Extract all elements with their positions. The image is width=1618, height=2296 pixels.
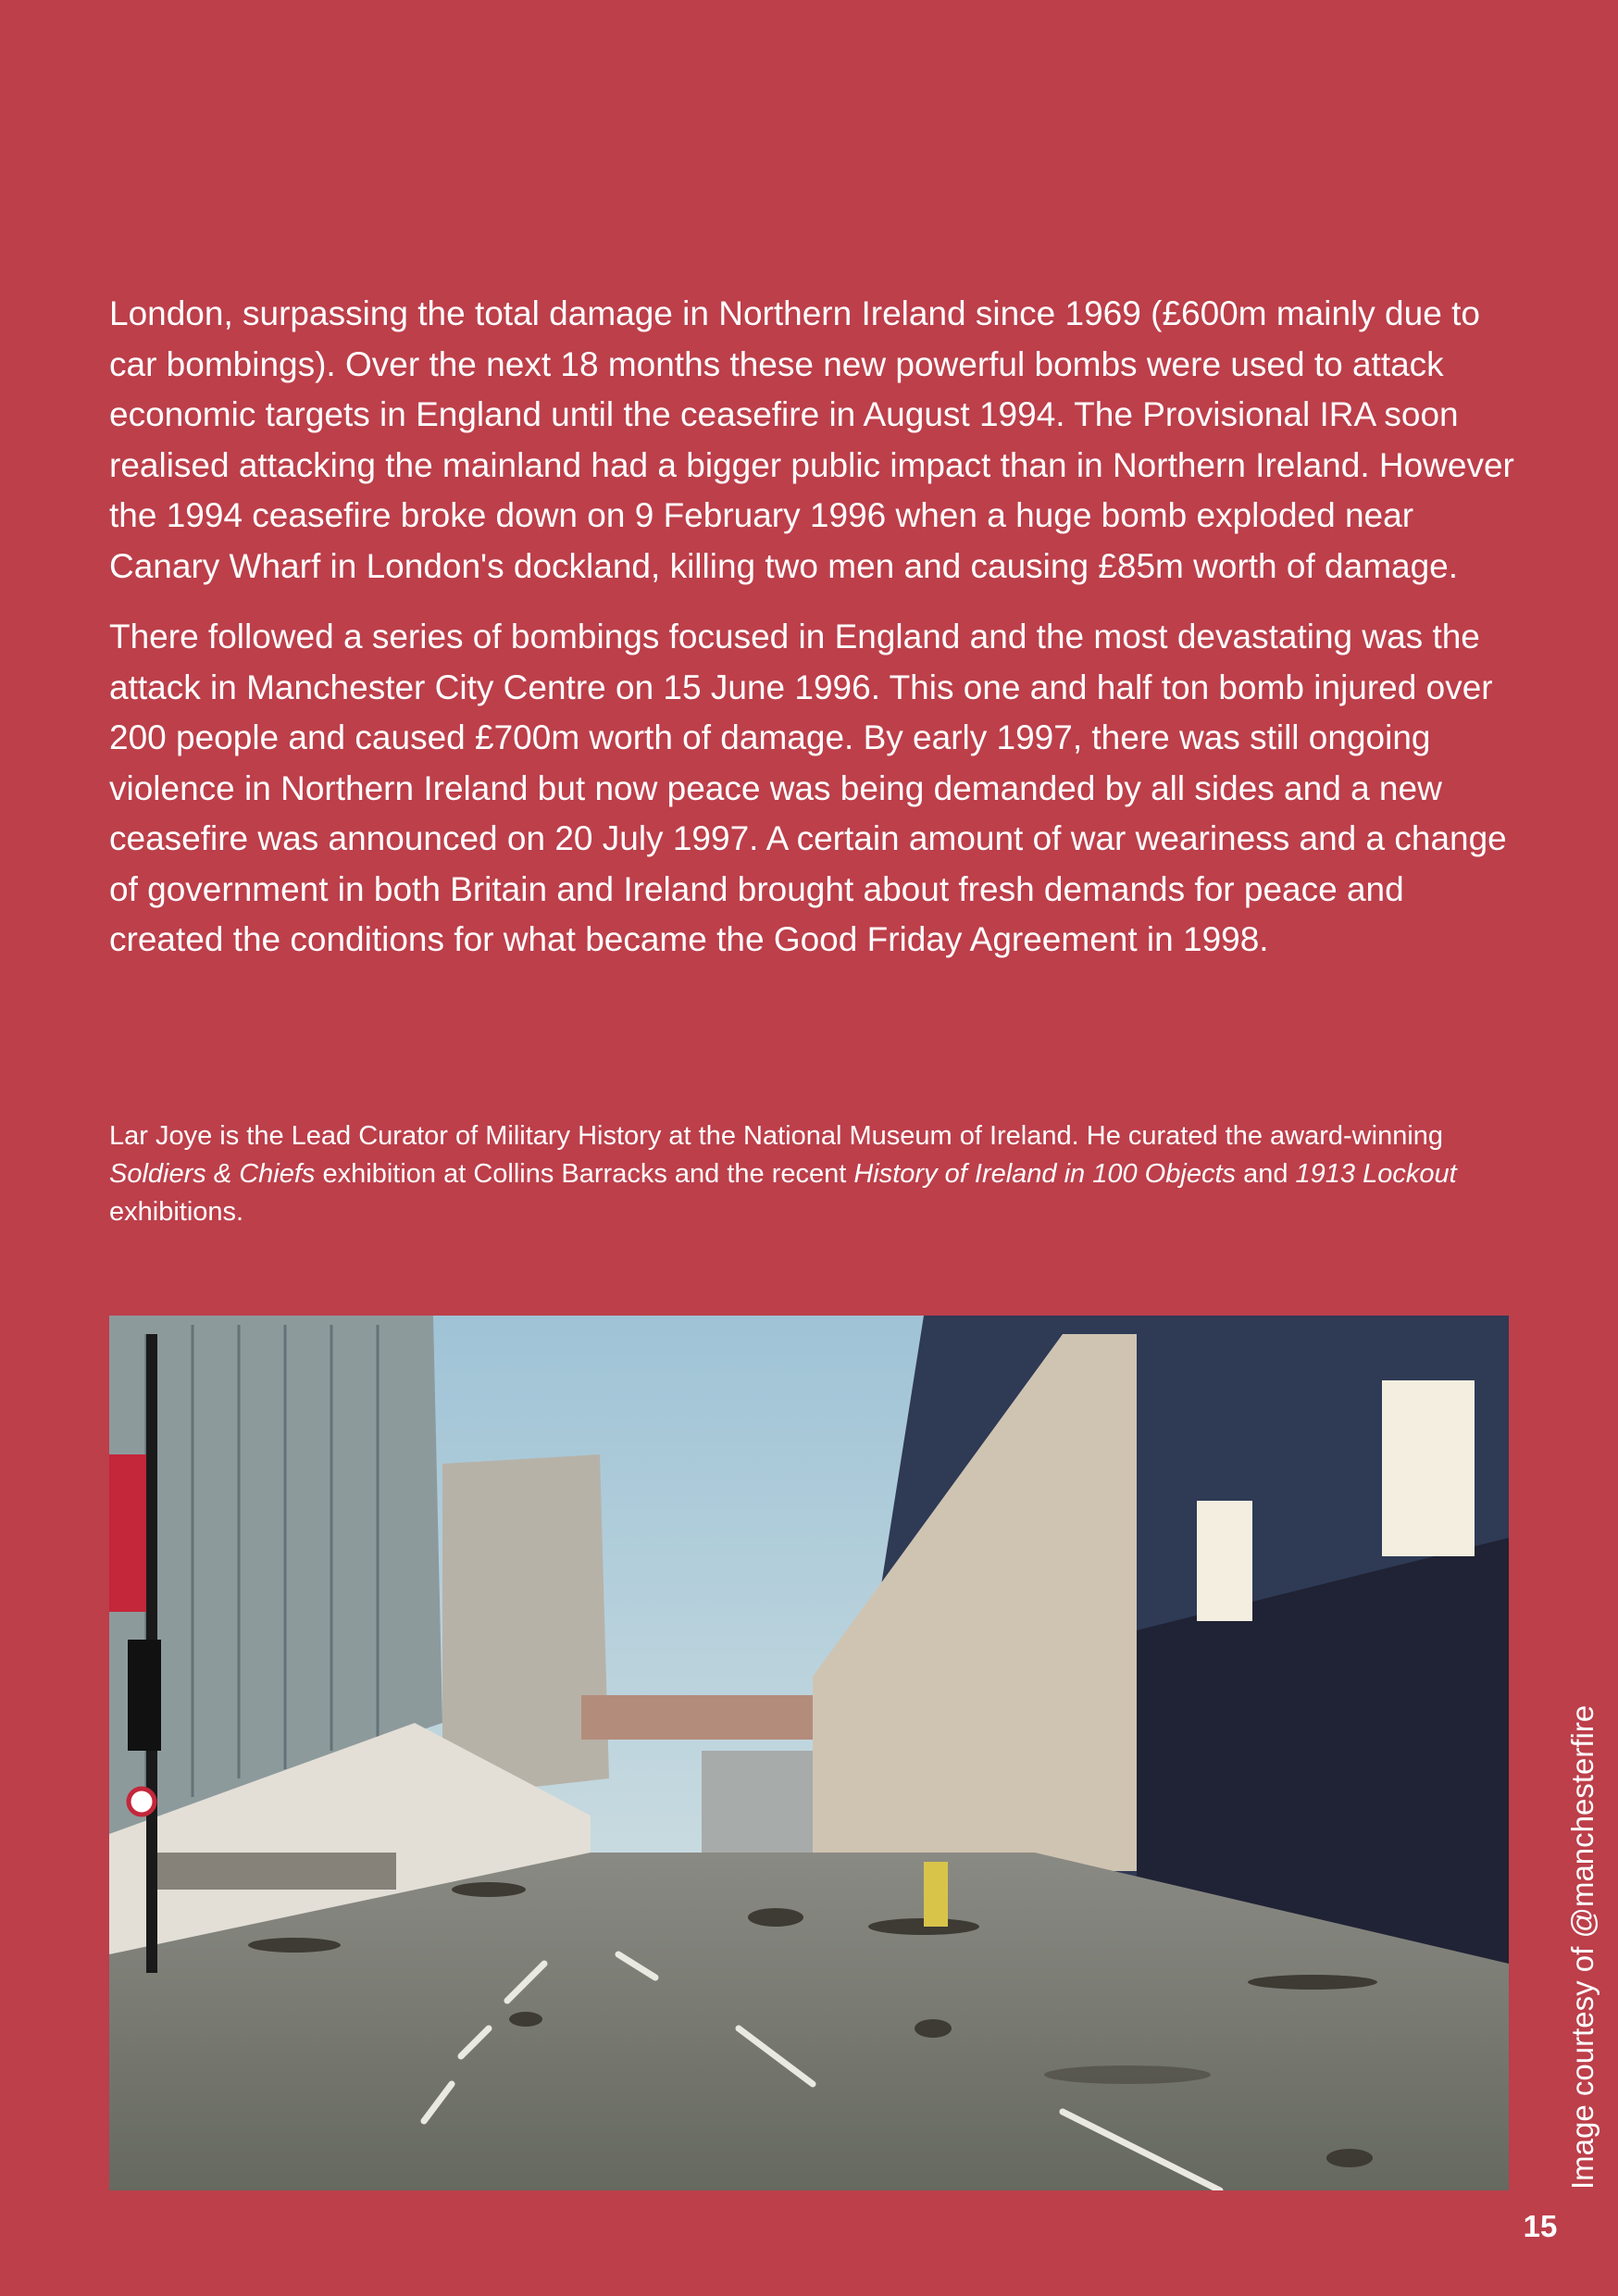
- billboard-left: [1197, 1501, 1252, 1621]
- paragraph-1: London, surpassing the total damage in Northern Ireland since 1969 (£600m mainly due to car bombings). Over the next 18 months these new powerful bombs were used to attack economic targets in England until the ceasefire in August 1994. The Provisional IRA soon realised attacking the mainland had a bigger public impact than in Northern Ireland. However the 1994 ceasefire broke down on 9 February 1996 when a huge bomb exploded near Canary Wharf in London's dockland, killing two men and causing £85m worth of damage.: [109, 294, 1514, 585]
- image-credit: Image courtesy of @manchesterfire: [1565, 1704, 1599, 2190]
- bio-exhibition-soldiers-chiefs: Soldiers & Chiefs: [109, 1159, 316, 1189]
- bio-exhibition-history-of-ireland: History of Ireland in 100 Objects: [853, 1159, 1237, 1189]
- red-banner: [109, 1454, 151, 1612]
- article-body: [109, 289, 1516, 986]
- photo-illustration: [109, 1316, 1509, 2190]
- traffic-bollard: [924, 1862, 948, 1927]
- bio-exhibition-1913-lockout: 1913 Lockout: [1295, 1159, 1457, 1189]
- bio-text-2: exhibition at Collins Barracks and the recent: [315, 1159, 854, 1189]
- bio-text-1: Lar Joye is the Lead Curator of Military History at the National Museum of Ireland. He curated the award-winning: [109, 1121, 1444, 1151]
- billboard-right: [1382, 1380, 1475, 1556]
- bio-text-4: exhibitions.: [109, 1197, 244, 1227]
- left-stone-building: [442, 1454, 609, 1797]
- paragraph-2: There followed a series of bombings focused in England and the most devastating was the attack in Manchester City Centre on 15 June 1996. This one and half ton bomb injured over 200 people and caused £700m worth of damage. By early 1997, there was still ongoing violence in Northern Ireland but now peace was being demanded by all sides and a new ceasefire was announced on 20 July 1997. A certain amount of war weariness and a change of government in both Britain and Ireland brought about fresh demands for peace and created the conditions for what became the Good Friday Agreement in 1998.: [109, 618, 1507, 958]
- page-number: 15: [1523, 2209, 1558, 2243]
- street-bomb-damage-photo: [109, 1316, 1509, 2190]
- author-bio: [109, 1117, 1516, 1231]
- bio-text-3: and: [1236, 1159, 1296, 1189]
